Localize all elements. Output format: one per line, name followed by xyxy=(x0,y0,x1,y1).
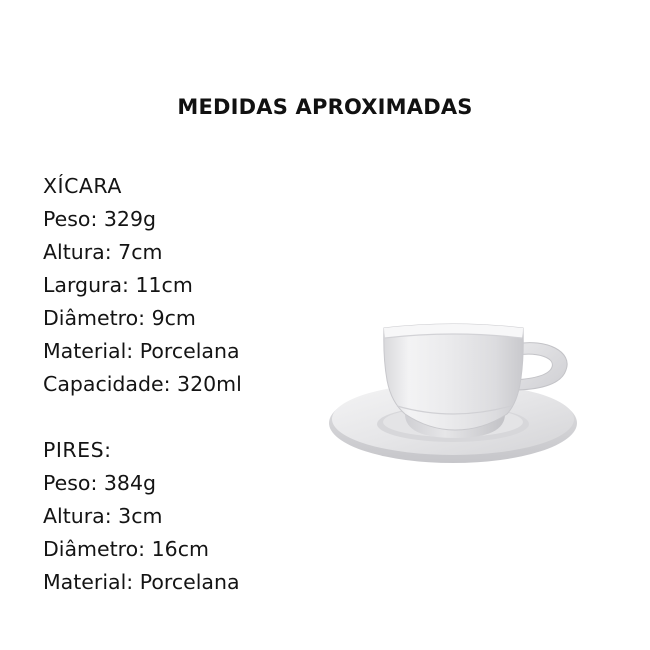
saucer-height: Altura: 3cm xyxy=(43,504,163,528)
cup-capacity: Capacidade: 320ml xyxy=(43,372,242,396)
cup-heading: XÍCARA xyxy=(43,174,122,198)
cup-and-saucer-icon xyxy=(325,318,587,486)
cup-diameter: Diâmetro: 9cm xyxy=(43,306,196,330)
cup-and-saucer-image xyxy=(325,318,587,486)
page-title: MEDIDAS APROXIMADAS xyxy=(177,95,473,119)
cup-specs xyxy=(43,170,343,401)
saucer-diameter: Diâmetro: 16cm xyxy=(43,537,209,561)
cup-width: Largura: 11cm xyxy=(43,273,193,297)
cup-height: Altura: 7cm xyxy=(43,240,163,264)
cup-material: Material: Porcelana xyxy=(43,339,240,363)
specifications xyxy=(43,170,343,599)
saucer-material: Material: Porcelana xyxy=(43,570,240,594)
saucer-heading: PIRES: xyxy=(43,438,112,462)
saucer-weight: Peso: 384g xyxy=(43,471,157,495)
saucer-specs xyxy=(43,434,343,599)
cup-weight: Peso: 329g xyxy=(43,207,157,231)
